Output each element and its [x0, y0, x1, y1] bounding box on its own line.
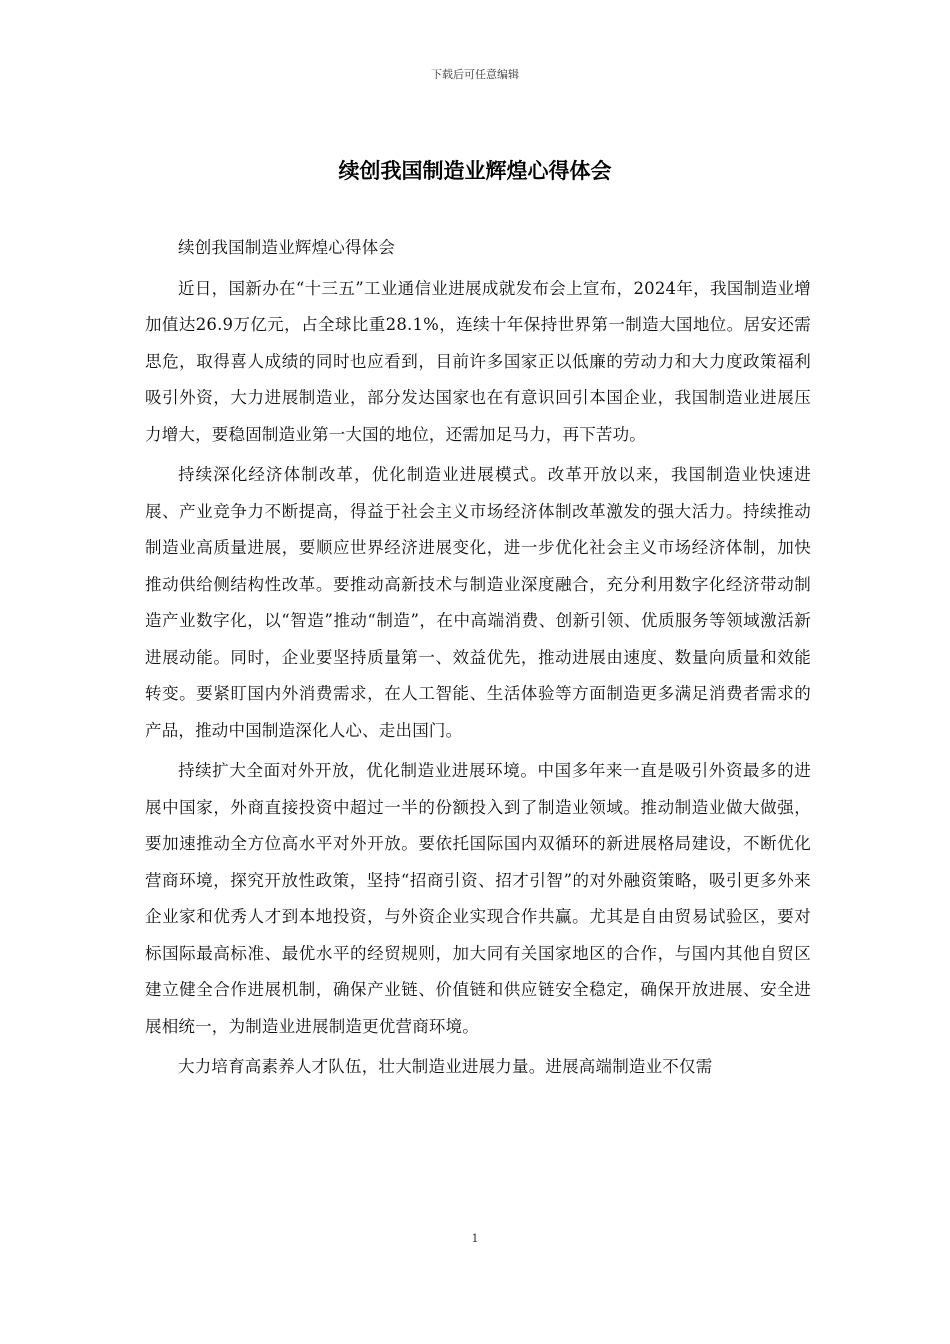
page-number: 1 [471, 1232, 479, 1245]
body-paragraph: 近日，国新办在“十三五”工业通信业进展成就发布会上宣布，2024年，我国制造业增加值达26.9万亿元，占全球比重28.1%，连续十年保持世界第一制造大国地位。居安还需思危，取得喜人成绩的同时也应看到，目前许多国家正以低廉的劳动力和大力度政策福利吸引外资，大力进展制造业，部分发达国家也在有意识回引本国企业，我国制造业进展压力增大，要稳固制造业第一大国的地位，还需加足马力，再下苦功。 [145, 278, 811, 444]
document-title: 续创我国制造业辉煌心得体会 [338, 158, 612, 183]
document-body [145, 230, 811, 1090]
body-paragraph: 持续深化经济体制改革，优化制造业进展模式。改革开放以来，我国制造业快速进展、产业竞争力不断提高，得益于社会主义市场经济体制改革激发的强大活力。持续推动制造业高质量进展，要顺应世界经济进展变化，进一步优化社会主义市场经济体制，加快推动供给侧结构性改革。要推动高新技术与制造业深度融合，充分利用数字化经济带动制造产业数字化，以“智造”推动“制造”，在中高端消费、创新引领、优质服务等领域激活新进展动能。同时，企业要坚持质量第一、效益优先，推动进展由速度、数量向质量和效能转变。要紧盯国内外消费需求，在人工智能、生活体验等方面制造更多满足消费者需求的产品，推动中国制造深化人心、走出国门。 [145, 465, 811, 740]
body-paragraph: 大力培育高素养人才队伍，壮大制造业进展力量。进展高端制造业不仅需 [178, 1057, 713, 1076]
body-paragraph: 续创我国制造业辉煌心得体会 [178, 238, 396, 257]
body-paragraph: 持续扩大全面对外开放，优化制造业进展环境。中国多年来一直是吸引外资最多的进展中国家，外商直接投资中超过一半的份额投入到了制造业领域。推动制造业做大做强，要加速推动全方位高水平对外开放。要依托国际国内双循环的新进展格局建设，不断优化营商环境，探究开放性政策，坚持“招商引资、招才引智”的对外融资策略，吸引更多外来企业家和优秀人才到本地投资，与外资企业实现合作共赢。尤其是自由贸易试验区，要对标国际最高标准、最优水平的经贸规则，加大同有关国家地区的合作，与国内其他自贸区建立健全合作进展机制，确保产业链、价值链和供应链安全稳定，确保开放进展、安全进展相统一，为制造业进展制造更优营商环境。 [145, 761, 811, 1036]
header-note: 下载后可任意编辑 [431, 68, 519, 81]
